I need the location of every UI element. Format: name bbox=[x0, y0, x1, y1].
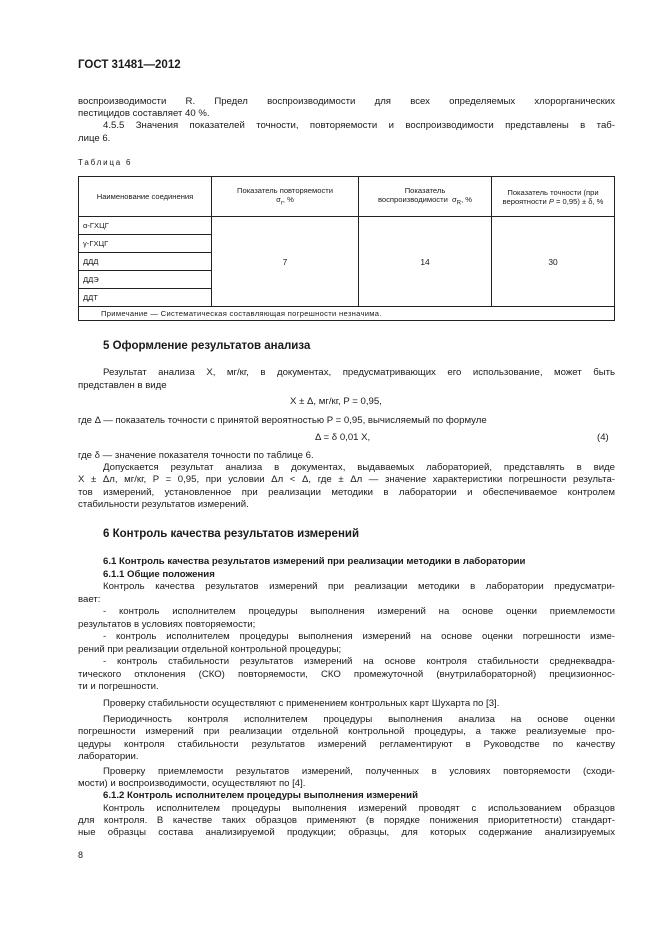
repeatability-value: 7 bbox=[212, 217, 359, 307]
s6-bullet-2a: - контроль исполнителем процедуры выполнения измерений на основе оценки погрешности изме- bbox=[103, 631, 615, 642]
s6-bullet-2b: рений при реализации отдельной контрольной процедуры; bbox=[78, 644, 342, 655]
document-header: ГОСТ 31481—2012 bbox=[78, 59, 181, 71]
compound-cell: ДДЭ bbox=[79, 271, 212, 289]
s5-line-7: тов измерений, установленное при реализации методики в лаборатории и обеспечиваемое контролем bbox=[78, 487, 615, 498]
s6-bullet-3b: тического отклонения (СКО) повторяемости, СКО промежуточной (внутрилабораторной) прецизионнос- bbox=[78, 669, 615, 680]
s6-periodicity-2: погрешности измерений при реализации отдельной контрольной процедуры, а также реализуемые про- bbox=[78, 726, 615, 737]
compound-cell: γ-ГХЦГ bbox=[79, 235, 212, 253]
compound-cell: ДДД bbox=[79, 253, 212, 271]
s5-line-5: Допускается результат анализа в документах, выдаваемых лабораторией, представлять в виде bbox=[103, 462, 615, 473]
s5-line-3: где Δ — показатель точности с принятой вероятностью P = 0,95, вычисляемый по формуле bbox=[78, 415, 487, 426]
s5-line-2: представлен в виде bbox=[78, 380, 167, 391]
accuracy-value: 30 bbox=[492, 217, 615, 307]
s6-control-2: для контроля. В качестве таких образцов применяют (в порядке понижения приоритетности) стандарт- bbox=[78, 815, 615, 826]
s6-periodicity-4: лаборатории. bbox=[78, 751, 139, 762]
s6-periodicity-1: Периодичность контроля исполнителем процедуры выполнения анализа на основе оценки bbox=[103, 714, 615, 725]
page-number: 8 bbox=[78, 850, 84, 860]
accuracy-table bbox=[78, 176, 615, 321]
header-reproducibility: Показатель воспроизводимости $\sigma_R$, % bbox=[359, 177, 492, 217]
s6-acceptability-2: мости) и воспроизводимости, осуществляют по [4]. bbox=[78, 778, 306, 789]
s6-bullet-1a: - контроль исполнителем процедуры выполнения измерений на основе оценки приемлемости bbox=[103, 606, 615, 617]
table-note-row bbox=[79, 307, 615, 321]
table-row bbox=[79, 217, 615, 235]
header-repeatability: Показатель повторяемости $\sigma_r$, % bbox=[212, 177, 359, 217]
header-compound: Наименование соединения bbox=[79, 177, 212, 217]
s5-line-8: стабильности результатов измерений. bbox=[78, 499, 249, 510]
s6-control-3: ные образцы состава анализируемой продукции; образцы, для которых содержание анализируемых bbox=[78, 827, 615, 838]
s6-line-stability: Проверку стабильности осуществляют с применением контрольных карт Шухарта по [3]. bbox=[103, 698, 500, 709]
s6-line-2: вает: bbox=[78, 594, 101, 605]
subsection-6-1-2-title: 6.1.2 Контроль исполнителем процедуры выполнения измерений bbox=[103, 790, 418, 801]
table-header-row bbox=[79, 177, 615, 217]
section-6-title: 6 Контроль качества результатов измерений bbox=[103, 528, 360, 540]
s6-control-1: Контроль исполнителем процедуры выполнения измерений проводят с использованием образцов bbox=[103, 803, 615, 814]
header-accuracy: Показатель точности (при вероятности P = 0,95) ± δ, % bbox=[492, 177, 615, 217]
reproducibility-value: 14 bbox=[359, 217, 492, 307]
s5-line-6: X ± Δл, мг/кг, P = 0,95, при условии Δл < Δ, где ± Δл — значение характеристики погрешности результа- bbox=[78, 474, 615, 485]
s6-periodicity-3: цедуры контроля стабильности результатов измерений регламентируют в Руководстве по качеству bbox=[78, 739, 615, 750]
s6-bullet-3a: - контроль стабильности результатов измерений на основе контроля стабильности среднеквадра- bbox=[103, 656, 615, 667]
intro-line-3: 4.5.5 Значения показателей точности, повторяемости и воспроизводимости представлены в таб- bbox=[103, 120, 615, 131]
subsection-6-1-1-title: 6.1.1 Общие положения bbox=[103, 569, 215, 580]
table-note: Примечание — Систематическая составляющая погрешности незначима. bbox=[79, 307, 615, 321]
s6-bullet-1b: результатов в условиях повторяемости; bbox=[78, 619, 256, 630]
formula-1: X ± Δ, мг/кг, P = 0,95, bbox=[290, 396, 382, 407]
compound-cell: ДДТ bbox=[79, 289, 212, 307]
s6-line-1: Контроль качества результатов измерений при реализации методики в лаборатории предусматри- bbox=[103, 581, 615, 592]
s5-line-1: Результат анализа X, мг/кг, в документах, предусматривающих его использование, может быть bbox=[103, 367, 615, 378]
intro-line-4: лице 6. bbox=[78, 133, 111, 144]
s6-acceptability-1: Проверку приемлемости результатов измерений, полученных в условиях повторяемости (сходи- bbox=[103, 766, 615, 777]
compound-cell: α-ГХЦГ bbox=[79, 217, 212, 235]
section-5-title: 5 Оформление результатов анализа bbox=[103, 340, 311, 352]
table-caption: Таблица 6 bbox=[78, 158, 133, 167]
intro-line-1: воспроизводимости R. Предел воспроизводимости для всех определяемых хлорорганических bbox=[78, 96, 615, 107]
intro-line-2: пестицидов составляет 40 %. bbox=[78, 108, 210, 119]
s6-bullet-3c: ти и погрешности. bbox=[78, 681, 159, 692]
s5-line-4: где δ — значение показателя точности по таблице 6. bbox=[78, 450, 314, 461]
formula-2-number: (4) bbox=[597, 432, 609, 443]
subsection-6-1-title: 6.1 Контроль качества результатов измерений при реализации методики в лаборатории bbox=[103, 556, 526, 567]
formula-2: Δ = δ 0,01 X, bbox=[315, 432, 371, 443]
